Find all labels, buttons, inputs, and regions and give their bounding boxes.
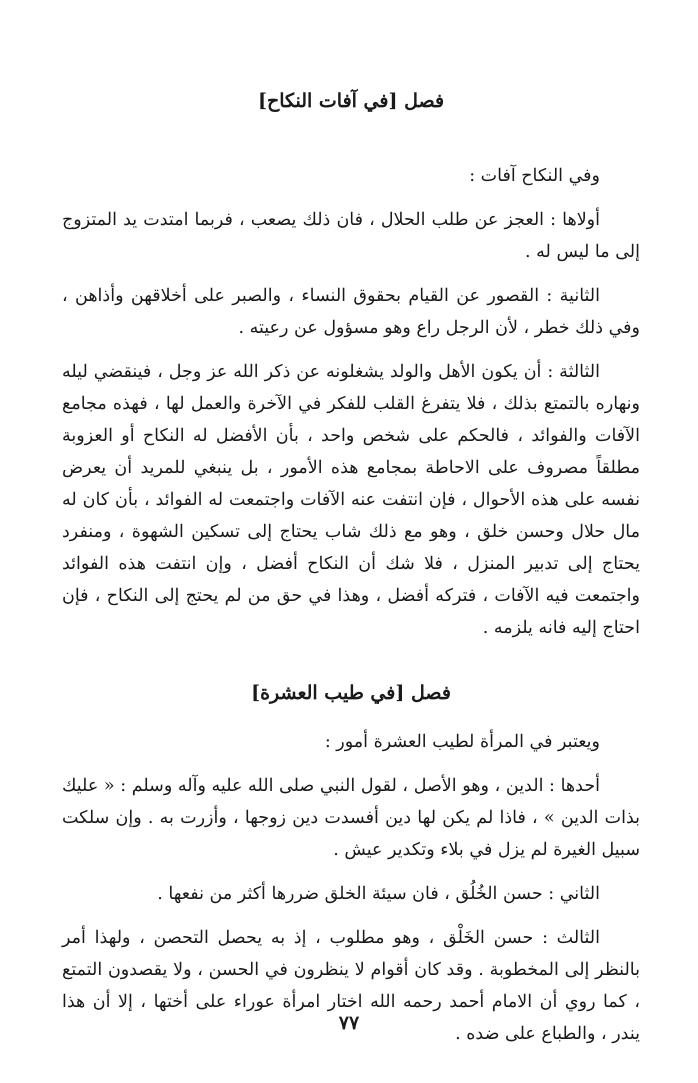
section2-paragraph-2: الثاني : حسن الخُلُق ، فان سيئة الخلق ضررها أكثر من نفعها . bbox=[157, 884, 600, 904]
section-heading-good-companionship: فصل [في طيب العشرة] bbox=[251, 682, 451, 704]
section2-paragraph-1: أحدها : الدين ، وهو الأصل ، لقول النبي صلى الله عليه وآله وسلم : « عليك بذات الدين » ، فاذا لم يكن لها دين أفسدت دين زوجها ، وأزرت به . وإن سلكت سبيل الغيرة لم يزل في بلاء وتكدير عيش . bbox=[62, 776, 640, 860]
section1-paragraph-3: الثالثة : أن يكون الأهل والولد يشغلونه عن ذكر الله عز وجل ، فينقضي ليله ونهاره بالتمتع بذلك ، فلا يتفرغ القلب للفكر في الآخرة والعمل لها ، فهذه مجامع الآفات والفوائد ، فالحكم على شخص واحد ، بأن الأفضل له النكاح أو العزوبة مطلقاً مصروف على الاحاطة بمجامع هذه الأمور ، بل ينبغي للمريد أن يعرض نفسه على هذه الأحوال ، فإن انتفت عنه الآفات واجتمعت له الفوائد ، بأن كان له مال حلال وحسن خلق ، وهو مع ذلك شاب يحتاج إلى تسكين الشهوة ، ومنفرد يحتاج إلى تدبير المنزل ، فلا شك أن النكاح أفضل ، وإن انتفت هذه الفوائد واجتمعت فيه الآفات ، فتركه أفضل ، وهذا في حق من لم يحتج إلى النكاح ، فإن احتاج إليه فانه يلزمه . bbox=[62, 362, 640, 638]
section2-intro: ويعتبر في المرأة لطيب العشرة أمور : bbox=[324, 732, 600, 752]
section1-paragraph-2: الثانية : القصور عن القيام بحقوق النساء ، والصبر على أخلاقهن وأذاهن ، وفي ذلك خطر ، لأن الرجل راع وهو مسؤول عن رعيته . bbox=[62, 286, 640, 338]
section-heading-marriage-afflictions: فصل [في آفات النكاح] bbox=[257, 90, 445, 112]
section1-paragraph-1: أولاها : العجز عن طلب الحلال ، فان ذلك يصعب ، فربما امتدت يد المتزوج إلى ما ليس له . bbox=[62, 210, 640, 262]
page-number: ٧٧ bbox=[338, 1012, 360, 1034]
section2-paragraph-3: الثالث : حسن الخَلْق ، وهو مطلوب ، إذ به يحصل التحصن ، ولهذا أمر بالنظر إلى المخطوبة . وقد كان أقوام لا ينظرون في الحسن ، ولا يقصدون التمتع ، كما روي أن الامام أحمد رحمه الله اختار امرأة عوراء على أختها ، إلا أن هذا يندر ، والطباع على ضده . bbox=[62, 928, 640, 1044]
section1-intro: وفي النكاح آفات : bbox=[469, 166, 600, 186]
